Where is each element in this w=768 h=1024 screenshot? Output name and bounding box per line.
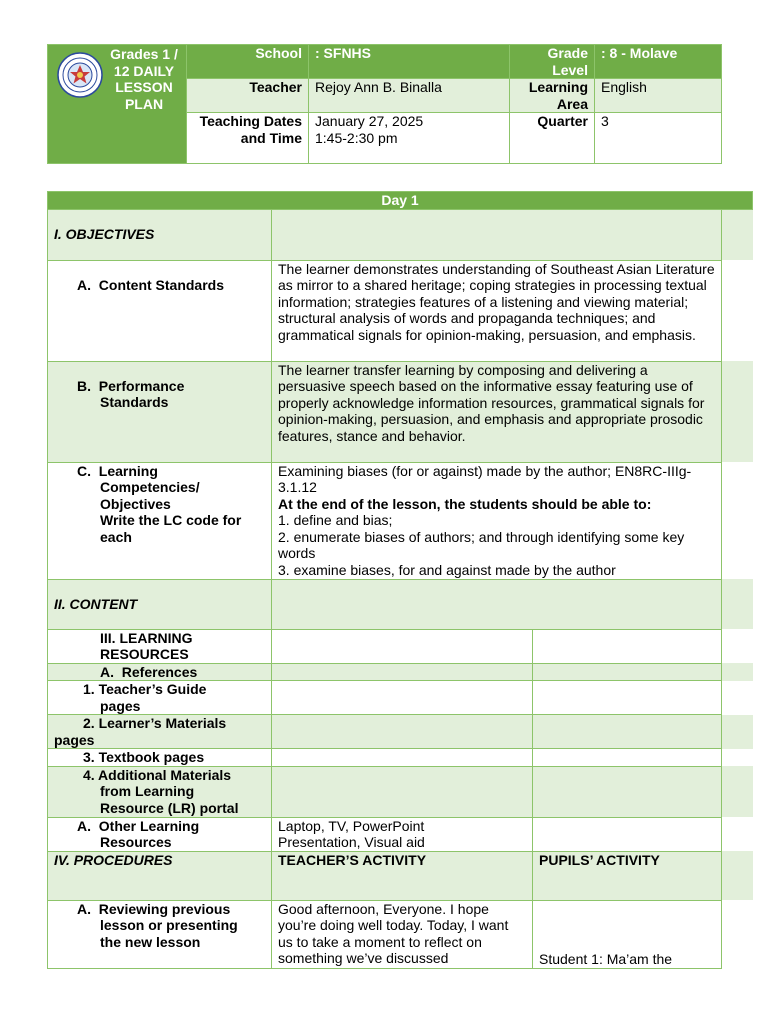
lesson-end-statement: At the end of the lesson, the students should be able to: (278, 495, 652, 512)
other-resources-label-line: Resources (100, 834, 172, 850)
grade-level-value: : 8 - Molave (595, 45, 722, 79)
objective-item: 2. enumerate biases of authors; and through identifying some key words (278, 528, 685, 561)
teaching-time: 1:45-2:30 pm (315, 129, 398, 146)
learning-area-label: Learning Area (510, 79, 595, 113)
competencies-text (272, 462, 722, 579)
teacher-value: Rejoy Ann B. Binalla (309, 79, 510, 113)
review-lesson-label-line: lesson or presenting (100, 917, 238, 933)
content-standards-text: The learner demonstrates understanding of Southeast Asian Literature as mirror to a shared heritage; coping strategies in processing textual information; strategies features of a listening and viewing material; structural analysis of words and propaganda techniques; and grammatical signals for opinion-making, persuasion, and emphasis. (272, 260, 722, 361)
review-lesson-label (48, 900, 272, 968)
objective-item: 3. examine biases, for and against made by the author (278, 561, 616, 578)
learning-resources-label-line: RESOURCES (100, 646, 189, 662)
learners-materials-label-line: 2. Learner’s Materials (83, 715, 227, 731)
content-standards-label: A. Content Standards (48, 260, 272, 361)
competencies-label-line: each (100, 528, 132, 545)
objectives-heading: I. OBJECTIVES (48, 209, 272, 260)
performance-standards-label-line: Standards (100, 394, 169, 410)
learning-resources-label-line: III. LEARNING (100, 629, 193, 646)
header-title-cell (48, 45, 187, 164)
competencies-label-line: Write the LC code for (100, 512, 242, 528)
other-resources-value (272, 817, 533, 851)
competencies-label (48, 462, 272, 579)
teachers-guide-label-line: 1. Teacher’s Guide (83, 681, 207, 697)
performance-standards-text: The learner transfer learning by composing and delivering a persuasive speech based on the informative essay featuring use of properly acknowledge information resources, grammatical signals for opinion-making, persuasion, and emphasis and appropriate prosodic features, stance and behavior. (272, 361, 722, 462)
day-heading: Day 1 (48, 192, 753, 210)
competencies-label-line: Objectives (100, 495, 171, 512)
pupils-activity-heading: PUPILS’ ACTIVITY (533, 851, 722, 900)
procedures-heading: IV. PROCEDURES (48, 851, 272, 900)
learners-materials-label (48, 715, 272, 749)
objective-item: 1. define and bias; (278, 512, 393, 528)
review-teacher-activity: Good afternoon, Everyone. I hope you’re doing well today. Today, I want us to take a moment to reflect on something we’ve discussed (272, 900, 533, 968)
additional-materials-label-line: 4. Additional Materials (83, 766, 232, 783)
lesson-plan-title: Grades 1 / 12 DAILY LESSON PLAN (110, 46, 178, 112)
teachers-activity-heading: TEACHER’S ACTIVITY (272, 851, 533, 900)
school-label: School (187, 45, 309, 79)
quarter-label: Quarter (510, 113, 595, 164)
additional-materials-label (48, 766, 272, 817)
performance-standards-label-line: B. Performance (77, 377, 185, 394)
competencies-label-line: Competencies/ (100, 479, 200, 495)
grade-level-label: Grade Level (510, 45, 595, 79)
content-heading: II. CONTENT (48, 579, 272, 629)
performance-standards-label (48, 361, 272, 462)
other-resources-value-line: Laptop, TV, PowerPoint (278, 817, 425, 834)
review-pupil-activity: Student 1: Ma’am the (533, 900, 722, 968)
review-lesson-label-line: the new lesson (100, 933, 201, 950)
learning-area-value: English (595, 79, 722, 113)
lesson-plan-table (47, 191, 753, 969)
teaching-dates-label: Teaching Dates and Time (187, 113, 309, 164)
quarter-value: 3 (595, 113, 722, 164)
teachers-guide-label-line: pages (100, 697, 141, 714)
additional-materials-label-line: from Learning (100, 783, 195, 799)
additional-materials-label-line: Resource (LR) portal (100, 799, 239, 816)
learning-resources-label (48, 629, 272, 663)
review-lesson-label-line: A. Reviewing previous (77, 900, 231, 917)
other-resources-label-line: A. Other Learning (77, 817, 200, 834)
deped-seal-icon (57, 52, 103, 98)
header-table (47, 44, 722, 164)
textbook-pages-label: 3. Textbook pages (48, 749, 272, 767)
other-resources-label (48, 817, 272, 851)
competency-code: Examining biases (for or against) made by the author; EN8RC-IIIg-3.1.12 (278, 462, 692, 495)
teachers-guide-label (48, 681, 272, 715)
competencies-label-line: C. Learning (77, 462, 158, 479)
teaching-dates-value (309, 113, 510, 164)
references-label: A. References (48, 663, 272, 681)
learners-materials-label-line: pages (54, 731, 95, 748)
teaching-date: January 27, 2025 (315, 113, 424, 129)
school-value: : SFNHS (309, 45, 510, 79)
teacher-label: Teacher (187, 79, 309, 113)
other-resources-value-line: Presentation, Visual aid (278, 834, 425, 850)
